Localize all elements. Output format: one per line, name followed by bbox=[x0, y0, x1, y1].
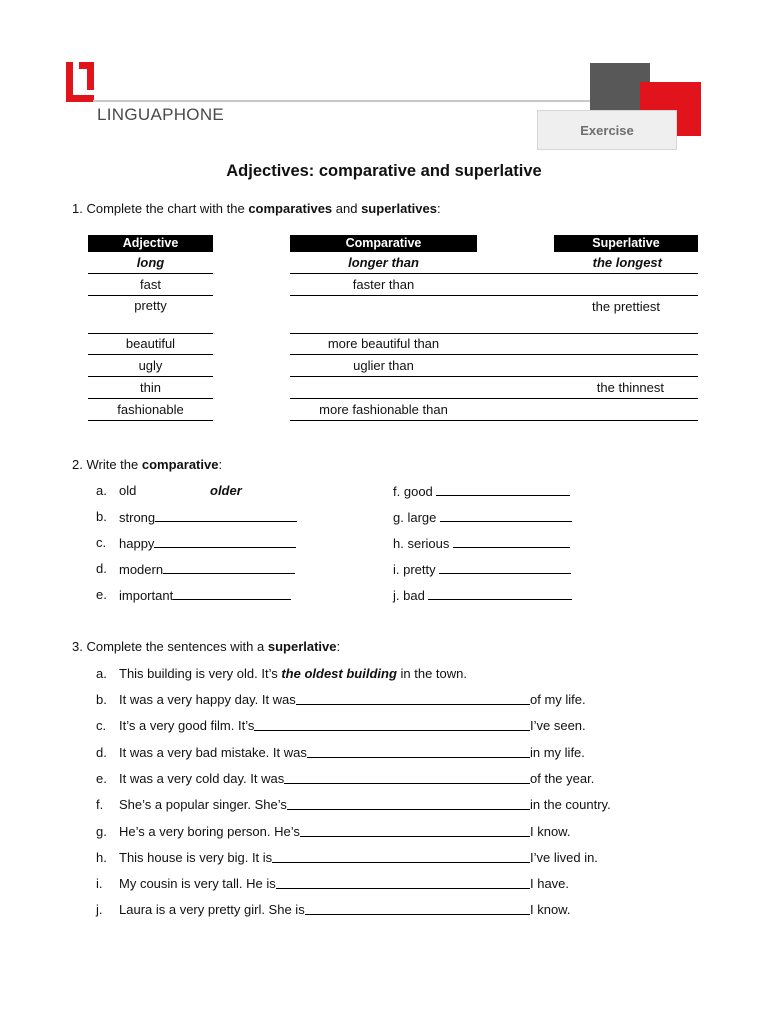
table-cell-comparative[interactable] bbox=[290, 380, 477, 399]
section2-instruction: 2. Write the comparative: bbox=[72, 457, 223, 472]
table-cell-superlative[interactable] bbox=[477, 336, 698, 355]
section3-instruction: 3. Complete the sentences with a superlative: bbox=[72, 639, 341, 654]
list-item: i. pretty bbox=[393, 561, 571, 577]
brand-name: LINGUAPHONE bbox=[97, 105, 225, 124]
sentence-start: It was a very happy day. It was bbox=[119, 692, 296, 707]
sentence-item bbox=[119, 850, 639, 865]
table-cell-comparative[interactable] bbox=[290, 298, 477, 334]
column-header-comparative: Comparative bbox=[290, 235, 477, 252]
sentence-end: in my life. bbox=[530, 745, 585, 760]
list-item-letter: b. bbox=[96, 692, 107, 707]
sentence-end: I know. bbox=[530, 902, 571, 917]
answer-blank[interactable] bbox=[436, 483, 570, 496]
table-cell-comparative: uglier than bbox=[290, 358, 477, 377]
table-cell-adjective: fashionable bbox=[88, 402, 213, 421]
list-item: strong bbox=[119, 509, 297, 525]
list-item-letter: b. bbox=[96, 509, 107, 524]
list-item-word: old bbox=[119, 483, 137, 498]
table-cell-superlative[interactable] bbox=[477, 277, 698, 296]
list-item: a. bbox=[96, 483, 107, 498]
linguaphone-logo-icon bbox=[66, 62, 94, 102]
list-item-letter: i. bbox=[96, 876, 103, 891]
sentence-start: This house is very big. It is bbox=[119, 850, 273, 865]
sentence-end: I have. bbox=[530, 876, 570, 891]
table-cell-adjective: pretty bbox=[88, 298, 213, 334]
list-item-letter: a. bbox=[96, 666, 107, 681]
table-cell-superlative: the longest bbox=[477, 255, 698, 274]
list-item-letter: d. bbox=[96, 745, 107, 760]
list-item-letter: h. bbox=[96, 850, 107, 865]
table-cell-comparative: more beautiful than bbox=[290, 336, 477, 355]
sentence-start: My cousin is very tall. He is bbox=[119, 876, 276, 891]
sentence-item bbox=[119, 745, 639, 760]
table-cell-comparative: more fashionable than bbox=[290, 402, 477, 421]
table-cell-superlative[interactable] bbox=[477, 358, 698, 377]
answer-blank[interactable] bbox=[154, 535, 296, 548]
answer-blank[interactable] bbox=[439, 561, 571, 574]
list-item: modern bbox=[119, 561, 295, 577]
answer-blank[interactable] bbox=[155, 509, 297, 522]
column-header-superlative: Superlative bbox=[554, 235, 698, 252]
section1-instruction: 1. Complete the chart with the comparatives and superlatives: bbox=[72, 201, 441, 216]
example-sentence: This building is very old. It’s the oldest building in the town. bbox=[119, 666, 467, 681]
answer-blank[interactable] bbox=[440, 509, 572, 522]
sentence-item bbox=[119, 902, 639, 917]
sentence-end: of the year. bbox=[530, 771, 595, 786]
answer-blank[interactable] bbox=[296, 692, 530, 705]
sentence-item bbox=[119, 824, 639, 839]
answer-blank[interactable] bbox=[287, 797, 530, 810]
table-cell-adjective: ugly bbox=[88, 358, 213, 377]
list-item-letter: d. bbox=[96, 561, 107, 576]
answer-blank[interactable] bbox=[276, 876, 530, 889]
header-divider bbox=[93, 100, 593, 102]
table-cell-comparative: faster than bbox=[290, 277, 477, 296]
sentence-item bbox=[119, 797, 639, 812]
sentence-item bbox=[119, 876, 639, 891]
table-cell-adjective: long bbox=[88, 255, 213, 274]
sentence-end: I’ve lived in. bbox=[530, 850, 598, 865]
sentence-start: It was a very bad mistake. It was bbox=[119, 745, 307, 760]
column-header-adjective: Adjective bbox=[88, 235, 213, 252]
answer-blank[interactable] bbox=[305, 902, 530, 915]
table-cell-adjective: beautiful bbox=[88, 336, 213, 355]
sentence-end: I’ve seen. bbox=[530, 718, 586, 733]
answer-blank[interactable] bbox=[300, 824, 530, 837]
answer-blank[interactable] bbox=[453, 535, 570, 548]
answer-blank[interactable] bbox=[272, 850, 530, 863]
list-item: f. good bbox=[393, 483, 570, 499]
sentence-start: Laura is a very pretty girl. She is bbox=[119, 902, 305, 917]
list-item-letter: j. bbox=[96, 902, 103, 917]
list-item-letter: c. bbox=[96, 535, 107, 550]
sentence-start: It’s a very good film. It’s bbox=[119, 718, 255, 733]
answer-blank[interactable] bbox=[307, 745, 530, 758]
sentence-start: It was a very cold day. It was bbox=[119, 771, 285, 786]
answer-blank[interactable] bbox=[284, 771, 530, 784]
sentence-start: She’s a popular singer. She’s bbox=[119, 797, 287, 812]
list-item-letter: e. bbox=[96, 771, 107, 786]
list-item: g. large bbox=[393, 509, 572, 525]
sentence-start: He’s a very boring person. He’s bbox=[119, 824, 300, 839]
table-cell-adjective: thin bbox=[88, 380, 213, 399]
list-item: h. serious bbox=[393, 535, 570, 551]
sentence-item bbox=[119, 771, 639, 786]
sentence-end: of my life. bbox=[530, 692, 586, 707]
table-cell-superlative[interactable] bbox=[477, 402, 698, 421]
answer-blank[interactable] bbox=[254, 718, 530, 731]
page-title: Adjectives: comparative and superlative bbox=[226, 162, 542, 180]
answer-blank[interactable] bbox=[163, 561, 295, 574]
table-cell-superlative: the prettiest bbox=[592, 299, 660, 314]
answer-blank[interactable] bbox=[428, 587, 572, 600]
sentence-end: in the country. bbox=[530, 797, 611, 812]
list-item: j. bad bbox=[393, 587, 572, 603]
list-item: happy bbox=[119, 535, 296, 551]
example-answer: older bbox=[210, 483, 242, 498]
list-item-letter: g. bbox=[96, 824, 107, 839]
table-cell-comparative: longer than bbox=[290, 255, 477, 274]
answer-blank[interactable] bbox=[173, 587, 291, 600]
list-item-letter: c. bbox=[96, 718, 107, 733]
sentence-end: I know. bbox=[530, 824, 571, 839]
table-cell-adjective: fast bbox=[88, 277, 213, 296]
table-cell-superlative-wrapper bbox=[477, 298, 698, 334]
list-item-letter: e. bbox=[96, 587, 107, 602]
list-item: important bbox=[119, 587, 291, 603]
exercise-badge: Exercise bbox=[537, 110, 677, 150]
table-cell-superlative: the thinnest bbox=[477, 380, 698, 399]
list-item-letter: f. bbox=[96, 797, 104, 812]
sentence-item bbox=[119, 718, 639, 733]
sentence-item bbox=[119, 692, 639, 707]
